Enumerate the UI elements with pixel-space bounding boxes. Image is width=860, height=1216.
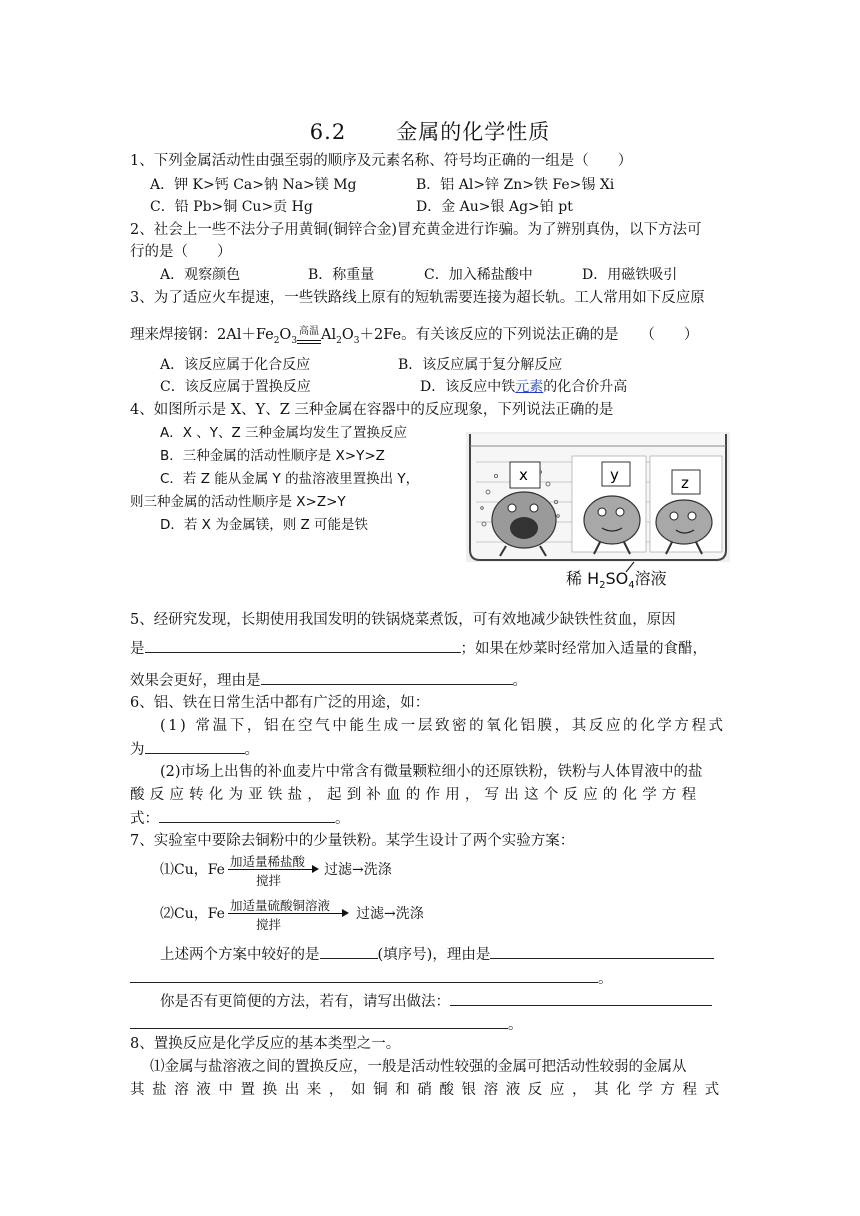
q7-scheme1-arrow [228,852,320,888]
q7-question-2-cont [130,1014,523,1035]
q3-stem-post: 。有关该反应的下列说法正确的是 （ ） [401,327,699,343]
q3-stem-line1: 3、为了适应火车提速，一些铁路线上原有的短轨需要连接为超长轨。工人常用如下反应原 [130,290,705,306]
q4-option-c-line2: 则三种金属的活动性顺序是 X>Z>Y [130,494,346,510]
q3-option-d [420,377,627,397]
q8-part1-line2: 其盐溶液中置换出来，如铜和硝酸银溶液反应，其化学方程式 [130,1082,727,1098]
q7-scheme1-stir: 搅拌 [256,873,282,888]
q2-option-b: B．称重量 [308,267,375,283]
q4-stem: 4、如图所示是 X、Y、Z 三种金属在容器中的反应现象，下列说法正确的是 [130,402,614,418]
q3-stem-line2: 理来焊接钢：$2Al+Fe_2O_3$ 高温 $Al_2O_3+2Fe$。有关该反应的下列说法正确的是 （ ） [130,325,698,351]
page-title [0,116,860,146]
q7-q2-pre: 你是否有更简便的方法，若有，请写出做法： [160,994,450,1010]
q7-scheme1-reagents: ⑴Cu，Fe [160,862,225,878]
figure-label-y: y [610,466,619,484]
q2-stem-line1: 2、社会上一些不法分子用黄铜(铜锌合金)冒充黄金进行诈骗。为了辨别真伪，以下方法可 [130,222,702,238]
q4-option-d: D．若 X 为金属镁，则 Z 可能是铁 [160,517,369,533]
q6-answer-blank-2[interactable] [159,808,335,823]
q2-stem-line2: 行的是（ ） [130,244,232,260]
q1-option-a: A．钾 K>钙 Ca>钠 Na>镁 Mg [150,177,357,193]
figure-caption-post: 溶液 [634,569,667,588]
q5-stem-line2 [130,638,707,659]
q7-scheme1-steps: 过滤→洗涤 [324,862,392,878]
q7-question-1 [160,944,714,965]
figure-caption-pre: 稀 H [566,569,600,588]
q7-scheme1-condition: 加适量稀盐酸 [230,854,306,869]
q5-answer-blank-2[interactable] [261,670,513,685]
q8-stem: 8、置换反应是化学反应的基本类型之一。 [130,1036,401,1052]
q6-stem: 6、铝、铁在日常生活中都有广泛的用途，如： [130,695,430,711]
figure-label-x: x [519,466,528,484]
q6-part2-post: 。 [335,811,350,827]
q3-condition-label: 高温 [299,325,320,337]
q1-option-c: C．铅 Pb>铜 Cu>贡 Hg [150,199,313,215]
q3-option-a: A．该反应属于化合反应 [160,357,311,373]
q3-option-d-post: 的化合价升高 [543,379,628,395]
q7-scheme2-stir: 搅拌 [256,917,282,932]
section-title: 金属的化学性质 [396,120,551,144]
q3-reaction-sign [297,325,321,351]
q5-stem-line3 [130,670,527,691]
figure-caption: 稀 $H_2SO_4$溶液 [566,569,667,592]
q6-part1-line2 [130,739,259,760]
metal-z-figure [650,456,722,554]
q3-option-c: C．该反应属于置换反应 [160,379,311,395]
q2-option-a: A．观察颜色 [160,267,241,283]
q7-question-1-cont [130,968,613,989]
q7-answer-blank-choice[interactable] [320,944,378,959]
q7-scheme2-arrow [228,896,352,932]
q5-answer-blank-1[interactable] [145,638,461,653]
q7-answer-blank-reason-1[interactable] [490,944,714,959]
q2-option-c: C．加入稀盐酸中 [424,267,533,283]
q1-option-b: B．铝 Al>锌 Zn>铁 Fe>锡 Xi [416,177,615,193]
section-number: 6.2 [309,120,347,144]
q7-scheme-2 [160,904,225,924]
q7-q1-pre: 上述两个方案中较好的是 [160,947,320,963]
q6-part1-pre: 为 [130,742,145,758]
q4-option-b: B．三种金属的活动性顺序是 X>Y>Z [160,448,385,464]
q6-part2-line3 [130,808,350,829]
q7-stem: 7、实验室中要除去铜粉中的少量铁粉。某学生设计了两个实验方案： [130,833,575,849]
q3-option-b: B．该反应属于复分解反应 [398,357,563,373]
q6-answer-blank-1[interactable] [145,739,245,754]
q7-scheme2-steps: 过滤→洗涤 [356,906,424,922]
q7-answer-blank-method-1[interactable] [450,991,712,1006]
q2-option-d: D．用磁铁吸引 [582,267,678,283]
q4-option-a: A．X 、Y、Z 三种金属均发生了置换反应 [160,425,408,441]
q5-line2-pre: 是 [130,641,145,657]
q7-q1-end: 。 [598,971,613,987]
q6-part2-pre: 式： [130,811,159,827]
q7-answer-blank-reason-2[interactable] [130,968,598,983]
q7-question-2 [160,991,712,1012]
q7-scheme2-reagents: ⑵Cu，Fe [160,906,225,922]
q6-part2-line2: 酸反应转化为亚铁盐，起到补血的作用，写出这个反应的化学方程 [130,787,702,803]
q1-stem: 1、下列金属活动性由强至弱的顺序及元素名称、符号均正确的一组是（ ） [130,153,633,169]
q7-scheme2-condition: 加适量硫酸铜溶液 [230,898,331,913]
q4-option-c-line1: C．若 Z 能从金属 Y 的盐溶液里置换出 Y， [160,471,420,487]
q7-q2-end: 。 [508,1017,523,1033]
q7-scheme-1 [160,860,225,880]
q5-line3-post: 。 [512,673,527,689]
element-link[interactable]: 元素 [515,379,544,395]
q5-line3-pre: 效果会更好，理由是 [130,673,261,689]
q3-stem-pre: 理来焊接钢：2Al＋Fe [130,327,274,343]
q6-part1-post: 。 [244,742,259,758]
q5-stem-line1: 5、经研究发现，长期使用我国发明的铁锅烧菜煮饭，可有效地减少缺铁性贫血，原因 [130,612,676,628]
q1-option-d: D．金 Au>银 Ag>铂 pt [416,199,573,215]
q3-option-d-pre: D．该反应中铁 [420,379,516,395]
q5-line2-post: ；如果在炒菜时经常加入适量的食醋， [460,641,707,657]
figure-label-z: z [681,474,689,492]
metal-y-figure [572,456,646,554]
q7-q1-mid: (填序号)，理由是 [377,947,491,963]
q8-part1-line1: ⑴金属与盐溶液之间的置换反应，一般是活动性较强的金属可把活动性较弱的金属从 [150,1059,687,1075]
q6-part1-line1: (1) 常温下，铝在空气中能生成一层致密的氧化铝膜，其反应的化学方程式 [160,718,726,734]
reaction-figure [466,432,730,590]
q7-answer-blank-method-2[interactable] [130,1014,508,1029]
q6-part2-line1: (2)市场上出售的补血麦片中常含有微量颗粒细小的还原铁粉，铁粉与人体胃液中的盐 [160,764,703,780]
